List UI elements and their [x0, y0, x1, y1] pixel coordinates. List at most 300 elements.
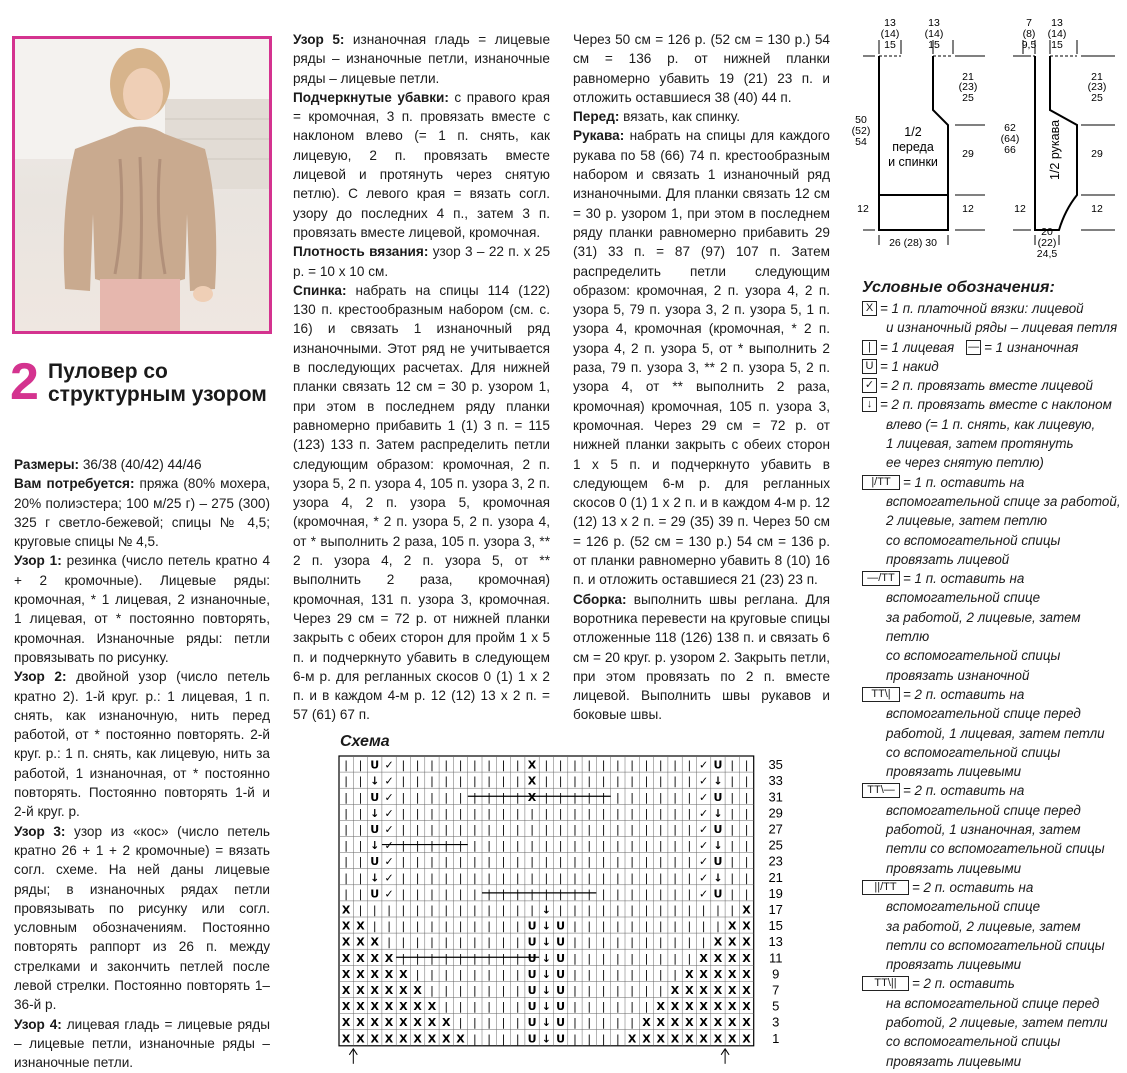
- row-number: 3: [772, 1014, 780, 1030]
- chart-cell: X: [370, 1016, 379, 1030]
- chart-cell: |: [487, 903, 492, 917]
- chart-cell: X: [370, 984, 379, 997]
- chart-cell: |: [573, 1000, 577, 1014]
- chart-cell: |: [430, 903, 434, 917]
- chart-cell: |: [344, 823, 349, 836]
- chart-cell: X: [384, 1032, 394, 1046]
- chart-cell: |: [558, 887, 563, 901]
- chart-cell: |: [544, 823, 549, 836]
- chart-cell: ↓: [541, 951, 551, 965]
- chart-cell: |: [630, 919, 635, 933]
- chart-cell: |: [487, 806, 492, 820]
- chart-cell: ↓: [541, 967, 551, 981]
- chart-cell: |: [530, 839, 534, 853]
- chart-cell: |: [401, 903, 406, 917]
- legend-text-continued: провязать лицевыми: [886, 957, 1022, 973]
- chart-cell: |: [601, 790, 606, 804]
- chart-cell: U: [527, 919, 537, 933]
- chart-cell: |: [401, 951, 406, 965]
- chart-cell: |: [573, 887, 577, 901]
- legend-text: = 1 накид: [880, 358, 939, 374]
- legend-text-continued: на вспомогательной спице перед: [886, 995, 1100, 1011]
- chart-cell: |: [501, 790, 506, 804]
- chart-cell: |: [601, 1016, 606, 1030]
- chart-cell: |: [558, 790, 563, 804]
- legend-text-continued: вспомогательной спице перед: [886, 802, 1081, 818]
- chart-cell: |: [730, 839, 735, 853]
- chart-cell: ↓: [713, 839, 723, 853]
- chart-cell: ↓: [713, 806, 723, 820]
- chart-cell: |: [630, 1016, 635, 1030]
- chart-cell: X: [527, 790, 537, 804]
- chart-cell: |: [430, 951, 434, 965]
- chart-cell: X: [356, 919, 365, 933]
- legend-text-continued: вспомогательной спице за работой,: [886, 493, 1121, 509]
- chart-cell: |: [401, 790, 406, 804]
- chart-cell: X: [713, 984, 723, 997]
- paragraph: [14, 455, 270, 474]
- chart-cell: ✓: [699, 823, 709, 836]
- chart-cell: |: [515, 774, 520, 788]
- legend-text-continued: со вспомогательной спицы: [886, 532, 1061, 548]
- chart-cell: X: [670, 1032, 680, 1046]
- chart-cell: U: [527, 1032, 537, 1046]
- chart-cell: ↓: [370, 806, 380, 820]
- chart-cell: |: [644, 758, 649, 772]
- chart-cell: X: [399, 967, 408, 981]
- chart-cell: |: [515, 903, 520, 917]
- paragraph: [573, 126, 830, 589]
- sleeve-top-b-3: 15: [1051, 39, 1063, 51]
- dim-left-3: 54: [855, 136, 867, 148]
- chart-cell: X: [384, 1016, 394, 1030]
- chart-cell: |: [601, 887, 606, 901]
- chart-cell: |: [501, 855, 506, 869]
- chart-cell: |: [615, 935, 620, 949]
- chart-cell: |: [587, 984, 592, 997]
- chart-cell: |: [358, 839, 363, 853]
- chart-cell: X: [728, 967, 737, 981]
- chart-cell: X: [742, 1016, 751, 1030]
- chart-cell: |: [716, 919, 720, 933]
- chart-cell: |: [487, 919, 492, 933]
- chart-cell: X: [341, 1032, 351, 1046]
- chart-cell: |: [587, 790, 592, 804]
- chart-cell: U: [713, 887, 723, 901]
- legend-symbol-icon: |/TT: [862, 475, 900, 490]
- chart-cell: |: [587, 951, 592, 965]
- chart-cell: |: [573, 855, 577, 869]
- chart-cell: |: [601, 984, 606, 997]
- legend-text: = 2 п. провязать вместе с наклоном: [880, 397, 1112, 413]
- sleeve-label: 1/2 рукава: [1048, 119, 1062, 181]
- legend-item: [862, 473, 1122, 492]
- chart-cell: X: [699, 1016, 708, 1030]
- legend-item: [862, 338, 1122, 357]
- chart-cell: U: [713, 790, 723, 804]
- chart-cell: U: [556, 935, 566, 949]
- chart-cell: ↓: [541, 903, 551, 917]
- chart-cell: X: [384, 984, 394, 997]
- sleeve-bottom-2: (22): [1037, 237, 1057, 249]
- chart-cell: |: [444, 887, 449, 901]
- chart-cell: X: [341, 984, 351, 997]
- chart-cell: |: [658, 774, 663, 788]
- chart-cell: |: [587, 823, 592, 836]
- chart-cell: |: [630, 967, 635, 981]
- legend-item: [862, 974, 1122, 993]
- chart-cell: |: [687, 919, 692, 933]
- chart-cell: U: [527, 984, 537, 997]
- chart-cell: |: [644, 935, 649, 949]
- chart-cell: |: [401, 855, 406, 869]
- chart-cell: |: [601, 839, 606, 853]
- chart-cell: |: [358, 887, 363, 901]
- chart-cell: ↓: [713, 871, 723, 885]
- chart-cell: |: [673, 758, 677, 772]
- chart-cell: |: [673, 919, 677, 933]
- row-number: 9: [772, 966, 780, 982]
- chart-cell: ✓: [384, 806, 394, 820]
- paragraph: [293, 30, 550, 88]
- legend-text-continued: петли со вспомогательной спицы: [886, 841, 1105, 857]
- chart-cell: |: [458, 1016, 463, 1030]
- legend-text-continued: за работой, 2 лицевые, затем: [886, 918, 1081, 934]
- chart-cell: |: [587, 935, 592, 949]
- paragraph: [14, 667, 270, 821]
- chart-cell: |: [344, 758, 349, 772]
- chart-cell: |: [458, 967, 463, 981]
- front-label-1: 1/2: [904, 125, 922, 139]
- legend-item: [862, 395, 1122, 414]
- chart-cell: |: [687, 887, 692, 901]
- chart-cell: |: [601, 758, 606, 772]
- chart-cell: |: [358, 774, 363, 788]
- chart-cell: |: [358, 903, 363, 917]
- chart-cell: ✓: [384, 758, 394, 772]
- chart-cell: |: [401, 823, 406, 836]
- dim-top-left-2: (14): [880, 28, 900, 40]
- sleeve-right-mid: 29: [1091, 148, 1103, 160]
- chart-cell: X: [742, 919, 751, 933]
- chart-cell: |: [644, 967, 649, 981]
- chart-cell: |: [430, 790, 434, 804]
- chart-cell: |: [658, 790, 663, 804]
- chart-cell: |: [615, 1032, 620, 1046]
- legend-text-continued: работой, 1 изнаночная, затем: [886, 822, 1081, 838]
- chart-cell: |: [458, 839, 463, 853]
- chart-cell: |: [515, 806, 520, 820]
- row-number: 19: [768, 885, 783, 901]
- chart-cell: |: [515, 790, 520, 804]
- chart-cell: |: [515, 967, 520, 981]
- legend-text-continued: за работой, 2 лицевые, затем петлю: [886, 609, 1081, 645]
- chart-cell: |: [501, 806, 506, 820]
- paragraph: [573, 30, 830, 107]
- legend-text-continued: и изнаночный ряды – лицевая петля: [886, 320, 1118, 336]
- chart-cell: |: [615, 774, 620, 788]
- chart-cell: X: [728, 1032, 737, 1046]
- chart-cell: ✓: [384, 855, 394, 869]
- chart-cell: |: [430, 823, 434, 836]
- chart-cell: |: [730, 823, 735, 836]
- chart-cell: |: [501, 967, 506, 981]
- sleeve-top-a-3: 9,5: [1021, 39, 1037, 51]
- legend-symbol-icon: TT\|: [862, 687, 900, 702]
- paragraph-body: двойной узор (число петель кратно 2). 1-й круг. р.: 1 лицевая, 1 п. снять, как изнаночную, нить перед работой, от * постоянно повторять. 2-й круг. р.: 1 п. снять, как лицевую, нить за работой, 1 изнаночная, от * постоянно повторять. Постоянно повторять 1-й и 2-й круг. р.: [14, 669, 271, 820]
- chart-cell: |: [630, 790, 635, 804]
- chart-cell: |: [444, 984, 449, 997]
- chart-cell: |: [644, 1000, 649, 1014]
- chart-cell: |: [430, 887, 434, 901]
- chart-cell: |: [601, 1000, 606, 1014]
- chart-cell: |: [658, 903, 663, 917]
- chart-cell: ✓: [384, 839, 394, 853]
- chart-cell: |: [730, 758, 735, 772]
- chart-cell: |: [687, 903, 692, 917]
- chart-cell: |: [415, 806, 420, 820]
- chart-cell: |: [644, 951, 649, 965]
- chart-cell: |: [730, 887, 735, 901]
- chart-cell: |: [573, 806, 577, 820]
- paragraph: [14, 1015, 270, 1073]
- row-number: 33: [768, 773, 783, 789]
- chart-cell: |: [744, 839, 749, 853]
- chart-cell: |: [515, 855, 520, 869]
- paragraph-heading: Сборка:: [573, 591, 627, 607]
- chart-cell: |: [487, 774, 492, 788]
- chart-cell: |: [501, 839, 506, 853]
- chart-cell: |: [658, 919, 663, 933]
- chart-cell: |: [415, 919, 420, 933]
- chart-cell: |: [573, 839, 577, 853]
- schema-title: Схема: [340, 733, 390, 750]
- chart-cell: ↓: [713, 774, 723, 788]
- chart-cell: |: [487, 855, 492, 869]
- paragraph-heading: Узор 3:: [14, 823, 66, 839]
- chart-cell: X: [341, 967, 351, 981]
- chart-cell: |: [401, 806, 406, 820]
- chart-cell: |: [472, 903, 477, 917]
- chart-cell: X: [642, 1016, 651, 1030]
- chart-cell: X: [356, 951, 365, 965]
- chart-cell: |: [472, 758, 477, 772]
- chart-cell: X: [656, 1000, 665, 1014]
- chart-cell: |: [344, 774, 349, 788]
- chart-cell: |: [558, 806, 563, 820]
- chart-cell: |: [573, 951, 577, 965]
- chart-cell: |: [458, 984, 463, 997]
- chart-cell: |: [615, 823, 620, 836]
- legend-symbol-icon: ||/TT: [862, 880, 909, 895]
- sleeve-left-3: 66: [1004, 144, 1016, 156]
- chart-cell: |: [673, 774, 677, 788]
- chart-cell: X: [627, 1032, 637, 1046]
- chart-cell: |: [515, 984, 520, 997]
- chart-cell: |: [430, 758, 434, 772]
- legend-text-continued: провязать лицевой: [886, 551, 1010, 567]
- chart-cell: |: [615, 806, 620, 820]
- legend-text: = 2 п. провязать вместе лицевой: [880, 378, 1093, 394]
- chart-cell: |: [472, 887, 477, 901]
- paragraph-heading: Спинка:: [293, 282, 347, 298]
- front-back-diagram: [852, 17, 985, 249]
- chart-cell: |: [515, 823, 520, 836]
- legend-text: = 2 п. оставить на: [903, 783, 1025, 799]
- chart-cell: |: [501, 1016, 506, 1030]
- schematic-diagrams: [845, 10, 1125, 265]
- chart-cell: X: [670, 1016, 680, 1030]
- chart-cell: |: [458, 887, 463, 901]
- chart-cell: U: [556, 1000, 566, 1014]
- chart-cell: ↓: [541, 984, 551, 997]
- chart-cell: |: [573, 774, 577, 788]
- row-number: 35: [768, 757, 783, 773]
- chart-cell: |: [601, 919, 606, 933]
- chart-cell: X: [713, 1000, 723, 1014]
- chart-cell: |: [487, 1032, 492, 1046]
- chart-cell: |: [630, 984, 635, 997]
- chart-cell: |: [472, 1000, 477, 1014]
- chart-cell: X: [341, 951, 351, 965]
- chart-cell: |: [430, 935, 434, 949]
- pattern-number: 2: [10, 353, 39, 411]
- chart-cell: |: [415, 790, 420, 804]
- chart-cell: |: [730, 774, 735, 788]
- chart-cell: |: [601, 967, 606, 981]
- chart-cell: |: [444, 790, 449, 804]
- dim-right-mid: 29: [962, 148, 974, 160]
- chart-cell: |: [487, 1000, 492, 1014]
- chart-cell: X: [728, 951, 737, 965]
- chart-cell: |: [530, 855, 534, 869]
- chart-cell: |: [587, 1032, 592, 1046]
- chart-cell: |: [658, 839, 663, 853]
- chart-cell: |: [573, 871, 577, 885]
- chart-cell: X: [427, 1032, 437, 1046]
- chart-cell: ✓: [699, 806, 709, 820]
- chart-cell: |: [401, 935, 406, 949]
- legend-text: = 2 п. оставить на: [903, 686, 1025, 702]
- legend-text-continued: петли со вспомогательной спицы: [886, 937, 1105, 953]
- chart-cell: X: [370, 951, 379, 965]
- dim-left-2: (52): [851, 125, 871, 137]
- dim-top-right-3: 15: [928, 39, 940, 51]
- chart-cell: |: [358, 790, 363, 804]
- paragraph-body: изнаночная гладь = лицевые ряды – изнаночные петли, изнаночные ряды – лицевые петли.: [293, 32, 550, 86]
- chart-cell: |: [358, 855, 363, 869]
- chart-cell: |: [558, 855, 563, 869]
- chart-cell: |: [558, 774, 563, 788]
- chart-cell: |: [687, 855, 692, 869]
- paragraph-body: выполнить швы реглана. Для воротника перевести на круговые спицы отложенные 118 (126) 138 п. и связать 6 см = 20 круг. р. узором 2. Закрыть петли, при этом провязать по 2 п. вместе лицевой. Выполнить швы рукавов и боковые швы.: [573, 591, 830, 723]
- front-label-2: переда: [892, 140, 934, 154]
- chart-cell: |: [458, 1000, 463, 1014]
- legend-symbol-icon: TT\||: [862, 976, 909, 991]
- chart-cell: |: [658, 758, 663, 772]
- legend-text-continued: провязать лицевыми: [886, 764, 1022, 780]
- chart-cell: |: [644, 871, 649, 885]
- chart-cell: |: [487, 790, 492, 804]
- chart-cell: |: [615, 1000, 620, 1014]
- chart-cell: |: [458, 790, 463, 804]
- chart-cell: |: [530, 903, 534, 917]
- chart-cell: |: [415, 839, 420, 853]
- chart-cell: |: [573, 758, 577, 772]
- legend-text-continued: со вспомогательной спицы: [886, 1034, 1061, 1050]
- legend-text-continued: 1 лицевая, затем протянуть: [886, 436, 1074, 452]
- chart-cell: |: [515, 1016, 520, 1030]
- chart-cell: |: [501, 951, 506, 965]
- chart-cell: |: [344, 871, 349, 885]
- row-number: 5: [772, 998, 780, 1014]
- chart-cell: |: [716, 903, 720, 917]
- chart-cell: X: [742, 984, 751, 997]
- chart-cell: |: [587, 967, 592, 981]
- chart-cell: |: [472, 823, 477, 836]
- chart-cell: U: [370, 887, 380, 901]
- chart-cell: X: [427, 1000, 437, 1014]
- chart-cell: |: [444, 935, 449, 949]
- chart-cell: U: [713, 758, 723, 772]
- chart-cell: |: [401, 887, 406, 901]
- chart-cell: |: [701, 903, 706, 917]
- chart-cell: |: [401, 758, 406, 772]
- chart-cell: X: [442, 1016, 451, 1030]
- chart-cell: |: [730, 871, 735, 885]
- chart-cell: |: [501, 935, 506, 949]
- chart-cell: |: [658, 984, 663, 997]
- chart-cell: |: [615, 967, 620, 981]
- legend-symbol-icon: X: [862, 301, 877, 316]
- chart-cell: ✓: [384, 871, 394, 885]
- chart-cell: X: [413, 1000, 422, 1014]
- chart-cell: |: [573, 823, 577, 836]
- chart-cell: |: [415, 855, 420, 869]
- sleeve-top-a-1: 7: [1026, 17, 1032, 29]
- paragraph: [293, 242, 550, 281]
- chart-cell: |: [515, 887, 520, 901]
- chart-cell: |: [444, 758, 449, 772]
- legend-symbol-icon: |: [862, 340, 877, 355]
- dim-top-left-3: 15: [884, 39, 896, 51]
- chart-cell: X: [713, 935, 723, 949]
- paragraph-heading: Подчеркнутые убавки:: [293, 89, 449, 105]
- chart-cell: |: [458, 935, 463, 949]
- chart-cell: |: [472, 839, 477, 853]
- chart-cell: X: [356, 967, 365, 981]
- chart-cell: |: [601, 823, 606, 836]
- chart-cell: |: [444, 855, 449, 869]
- chart-cell: X: [442, 1032, 451, 1046]
- chart-cell: ✓: [384, 774, 394, 788]
- legend-text-continued: вспомогательной спице: [886, 590, 1041, 606]
- legend-text-continued: вспомогательной спице: [886, 899, 1041, 915]
- paragraph-body: узор из «кос» (число петель кратно 26 + 1 + 2 кромочные) = вязать согл. схеме. На ней даны лицевые ряды; в изнаночных рядах петли провязывать по рисунку или согл. условным обозначениям. Постоянно повторять раппорт из 26 п. между стрелками и закончить петлей после левой стрелки. Постоянно повторять 1–36-й р.: [14, 823, 270, 1013]
- chart-cell: |: [587, 774, 592, 788]
- chart-cell: |: [458, 823, 463, 836]
- chart-cell: |: [601, 774, 606, 788]
- chart-cell: |: [458, 903, 463, 917]
- legend-text: = 1 п. платочной вязки: лицевой: [880, 301, 1084, 316]
- chart-cell: |: [415, 871, 420, 885]
- chart-cell: ✓: [699, 758, 709, 772]
- chart-cell: |: [687, 839, 692, 853]
- legend-text-continued: провязать изнаночной: [886, 667, 1030, 683]
- chart-cell: |: [687, 871, 692, 885]
- chart-cell: |: [430, 774, 434, 788]
- chart-cell: U: [370, 855, 380, 869]
